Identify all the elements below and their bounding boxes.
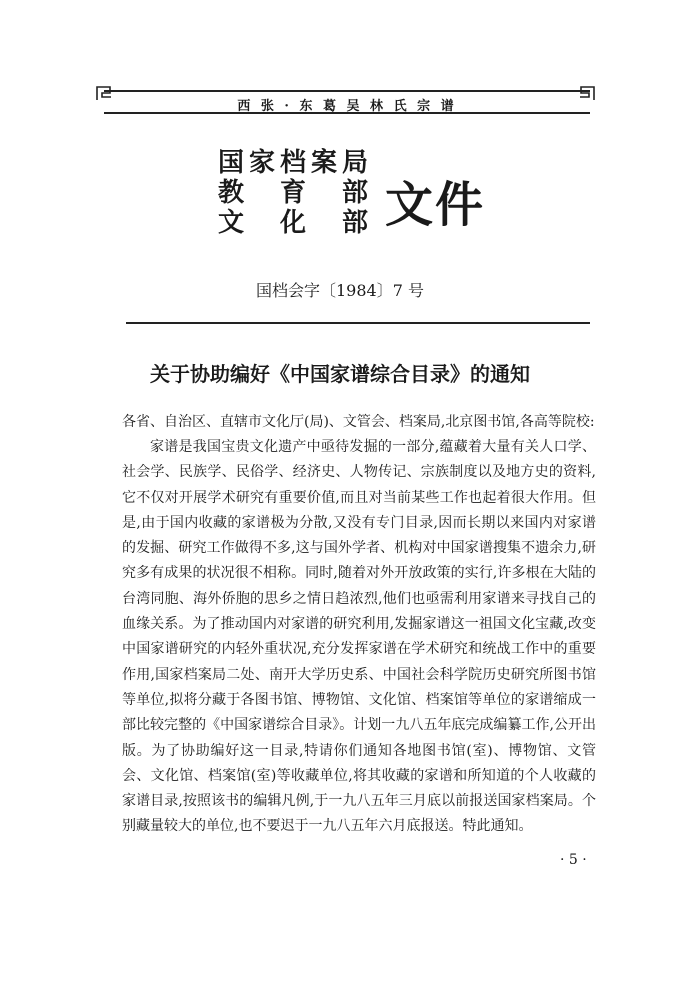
issuer-char: 化 [279,208,306,238]
body-paragraph: 家谱是我国宝贵文化遗产中亟待发掘的一部分,蕴藏着大量有关人口学、社会学、民族学、民俗学、经济史、人物传记、宗族制度以及地方史的资料,它不仅对开展学术研究有重要价值,而且对当前某些工作也起着很大作用。但是,由于国内收藏的家谱极为分散,又没有专门目录,因而长期以来国内对家谱的发掘、研究工作做得不多,这与国外学者、机构对中国家谱搜集不遗余力,研究多有成果的状况很不相称。同时,随着对外开放政策的实行,许多根在大陆的台湾同胞、海外侨胞的思乡之情日趋浓烈,他们也亟需利用家谱来寻找自己的血缘关系。为了推动国内对家谱的研究利用,发掘家谱这一祖国文化宝藏,改变中国家谱研究的内轻外重状况,充分发挥家谱在学术研究和统战工作中的重要作用,国家档案局二处、南开大学历史系、中国社会科学院历史研究所图书馆等单位,拟将分藏于各图书馆、博物馆、文化馆、档案馆等单位的家谱缩成一部比较完整的《中国家谱综合目录》。计划一九八五年底完成编纂工作,公开出版。为了协助编好这一目录,特请你们通知各地图书馆(室)、博物馆、文管会、文化馆、档案馆(室)等收藏单位,将其收藏的家谱和所知道的个人收藏的家谱目录,按照该书的编辑凡例,于一九八五年三月底以前报送国家档案局。个别藏量较大的单位,也不要迟于一九八五年六月底报送。特此通知。 [122,439,596,835]
issuer-char: 档 [279,148,306,178]
corner-ornament-icon [578,84,596,102]
issuer-line [218,148,368,178]
addressee-line: 各省、自治区、直辖市文化厅(局)、文管会、档案局,北京图书馆,各高等院校: [122,414,595,430]
page-number: · 5 · [560,852,587,868]
running-header [104,90,590,114]
issuer-char: 教 [218,178,245,208]
notice-title: 关于协助编好《中国家谱综合目录》的通知 [150,362,530,386]
issuer-char: 文 [218,208,245,238]
running-header-title: 西 张 · 东 葛 吴 林 氏 宗 谱 [237,99,457,114]
issuer-block [218,148,368,238]
issuer-line [218,208,368,238]
issuer-char: 育 [279,178,306,208]
document-number: 国档会字〔1984〕7 号 [256,281,424,300]
issuer-char: 案 [310,148,337,178]
issuer-char: 局 [341,148,368,178]
issuer-char: 部 [341,178,368,208]
divider-rule [126,322,590,324]
document-type-label: 文件 [385,177,486,233]
issuer-char: 国 [218,148,245,178]
corner-ornament-icon [95,84,113,102]
issuer-line [218,178,368,208]
issuer-char: 家 [248,148,275,178]
issuer-char: 部 [341,208,368,238]
